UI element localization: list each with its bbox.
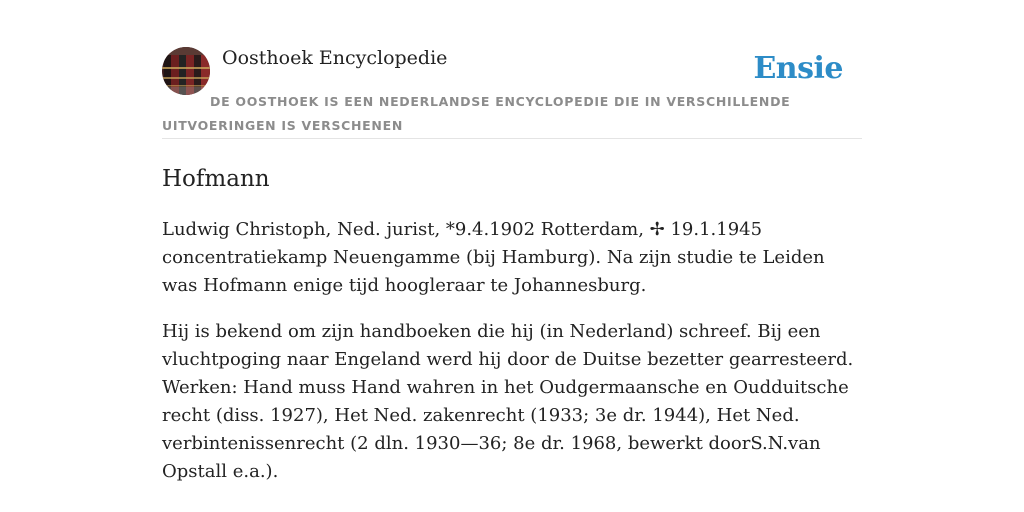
ensie-logo-link[interactable]: Ensie	[753, 51, 843, 86]
entry-body	[162, 216, 862, 504]
site-tagline: DE OOSTHOEK IS EEN NEDERLANDSE ENCYCLOPEDIE DIE IN VERSCHILLENDE UITVOERINGEN IS VERSCHENEN	[162, 94, 791, 133]
entry-title: Hofmann	[162, 166, 270, 192]
site-title-link[interactable]: Oosthoek Encyclopedie	[222, 47, 448, 69]
entry-paragraph: Hij is bekend om zijn handboeken die hij (in Nederland) schreef. Bij een vluchtpoging naar Engeland werd hij door de Duitse bezetter gearresteerd. Werken: Hand muss Hand wahren in het Oudgermaansche en Oudduitsche recht (diss. 1927), Het Ned. zakenrecht (1933; 3e dr. 1944), Het Ned. verbintenissenrecht (2 dln. 1930—36; 8e dr. 1968, bewerkt doorS.N.van Opstall e.a.).	[162, 321, 854, 482]
site-header	[162, 46, 862, 139]
encyclopedia-avatar-image[interactable]	[162, 47, 210, 95]
content-container	[162, 46, 862, 482]
entry-paragraph: Ludwig Christoph, Ned. jurist, *9.4.1902 Rotterdam, ✢ 19.1.1945 concentratiekamp Neuengamme (bij Hamburg). Na zijn studie te Leiden was Hofmann enige tijd hoogleraar te Johannesburg.	[162, 219, 825, 296]
